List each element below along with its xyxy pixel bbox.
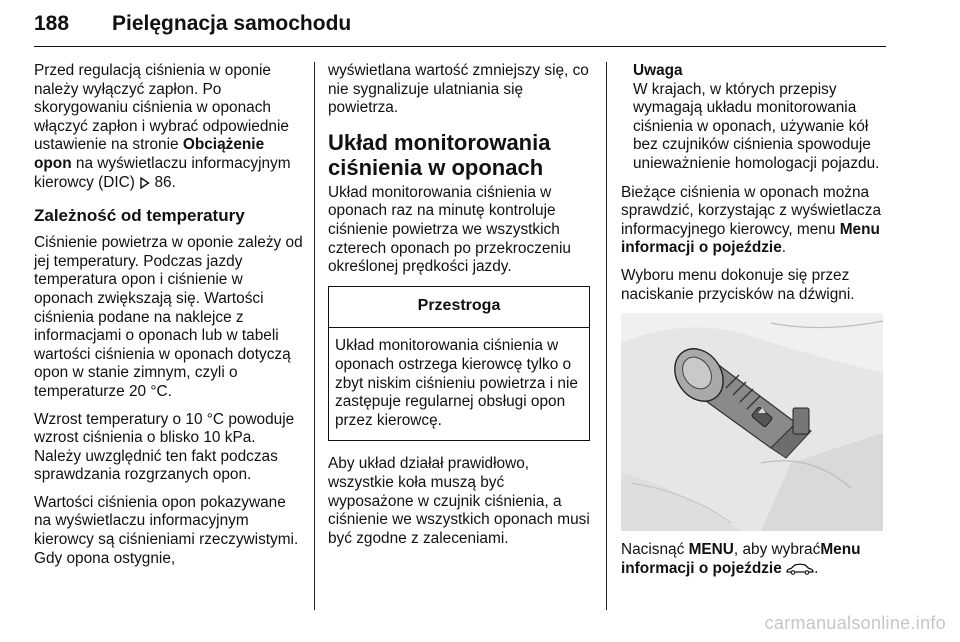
- turn-signal-lever-photo: [621, 313, 883, 531]
- menu-button-label: MENU: [688, 541, 734, 559]
- paragraph-pressure-adjust: [34, 62, 304, 192]
- text: Bieżące ciśnienia w oponach można sprawdzić, korzystając z wyświetlacza informacyjnego kierowcy, menu: [621, 183, 882, 238]
- paragraph-current-pressures: [621, 184, 891, 258]
- paragraph-temperature-rise: Wzrost temperatury o 10 °C powoduje wzrost ciśnienia o blisko 10 kPa. Należy uwzględnić ten fakt podczas sprawdzania rozgrzanych opon.: [34, 410, 295, 484]
- lever-illustration: [621, 313, 883, 531]
- page-header: [34, 6, 886, 46]
- paragraph-actual-pressures: Wartości ciśnienia opon pokazywane na wyświetlaczu informacyjnym kierowcy są ciśnieniami rzeczywistymi. Gdy opona ostygnie,: [34, 493, 299, 567]
- text: .: [781, 239, 787, 257]
- text: Nacisnąć: [621, 541, 689, 559]
- text: Przed regulacją ciśnienia w oponie należy wyłączyć zapłon. Po skorygowaniu ciśnienia w oponach włączyć zapłon i wybrać odpowiednie ustawienie na stronie: [34, 62, 289, 154]
- column-1: [34, 62, 304, 577]
- page-number: 188: [34, 12, 70, 35]
- menu-term-tyre-load: Obciążenie opon: [34, 136, 265, 172]
- paragraph-menu-selection: Wyboru menu dokonuje się przez naciskanie przycisków na dźwigni.: [621, 266, 855, 303]
- paragraph-tpms: Układ monitorowania ciśnienia w oponach raz na minutę kontroluje ciśnienie powietrza we wszystkich czterech oponach po przekroczeniu określonej prędkości jazdy.: [328, 183, 571, 276]
- text: .: [814, 559, 819, 577]
- menu-term-vehicle-info: Menu informacji o pojeździe: [621, 220, 880, 257]
- caution-box: [328, 286, 590, 442]
- column-3: [621, 62, 891, 587]
- column-divider-2: [606, 62, 607, 610]
- heading-tpms: Układ monitorowania ciśnienia w oponach: [328, 129, 551, 180]
- note-title: Uwaga: [633, 62, 683, 79]
- text: na wyświetlaczu informacyjnym kierowcy (DIC): [34, 154, 291, 191]
- paragraph-continued: wyświetlana wartość zmniejszy się, co nie sygnalizuje ulatniania się powietrza.: [328, 62, 589, 117]
- column-2: [328, 62, 590, 557]
- paragraph-temperature: Ciśnienie powietrza w oponie zależy od jej temperatury. Podczas jazdy temperatura opon i ciśnienie w oponach zwiększają się. Wartości ciśnienia podane na naklejce z informacjami o oponach lub w tabeli wartości ciśnienia w oponach dotyczą opon w stanie zimnym, czyli o temperaturze 20 °C.: [34, 234, 303, 400]
- header-rule: [34, 46, 886, 47]
- text: .: [171, 173, 176, 191]
- menu-term-vehicle-info-2: Menu informacji o pojeździe: [621, 541, 861, 577]
- heading-temperature-dependence: Zależność od temperatury: [34, 206, 245, 226]
- note-box: [621, 62, 891, 174]
- caution-title: Przestroga: [329, 287, 589, 329]
- chapter-title: Pielęgnacja samochodu: [112, 12, 352, 35]
- watermark: carmanualsonline.info: [764, 613, 946, 633]
- text: , aby wybrać: [733, 541, 821, 559]
- paragraph-press-menu: [621, 541, 891, 578]
- page-reference-triangle-icon: [139, 177, 150, 189]
- paragraph-sensors: Aby układ działał prawidłowo, wszystkie koła muszą być wyposażone w czujnik ciśnienia, a ciśnienie we wszystkich oponach musi być zgodne z zaleceniami.: [328, 455, 590, 547]
- caution-body: Układ monitorowania ciśnienia w oponach ostrzega kierowcę tylko o zbyt niskim ciśnieniu powietrza i nie zastępuje regularnej obsługi opon przez kierowcę.: [335, 337, 578, 429]
- note-body: W krajach, w których przepisy wymagają układu monitorowania ciśnienia w oponach, używanie kół bez czujników ciśnienia spowoduje unieważnienie homologacji pojazdu.: [633, 80, 880, 172]
- car-icon: [786, 563, 814, 575]
- column-divider-1: [314, 62, 315, 610]
- page-reference-link[interactable]: 86: [154, 173, 172, 191]
